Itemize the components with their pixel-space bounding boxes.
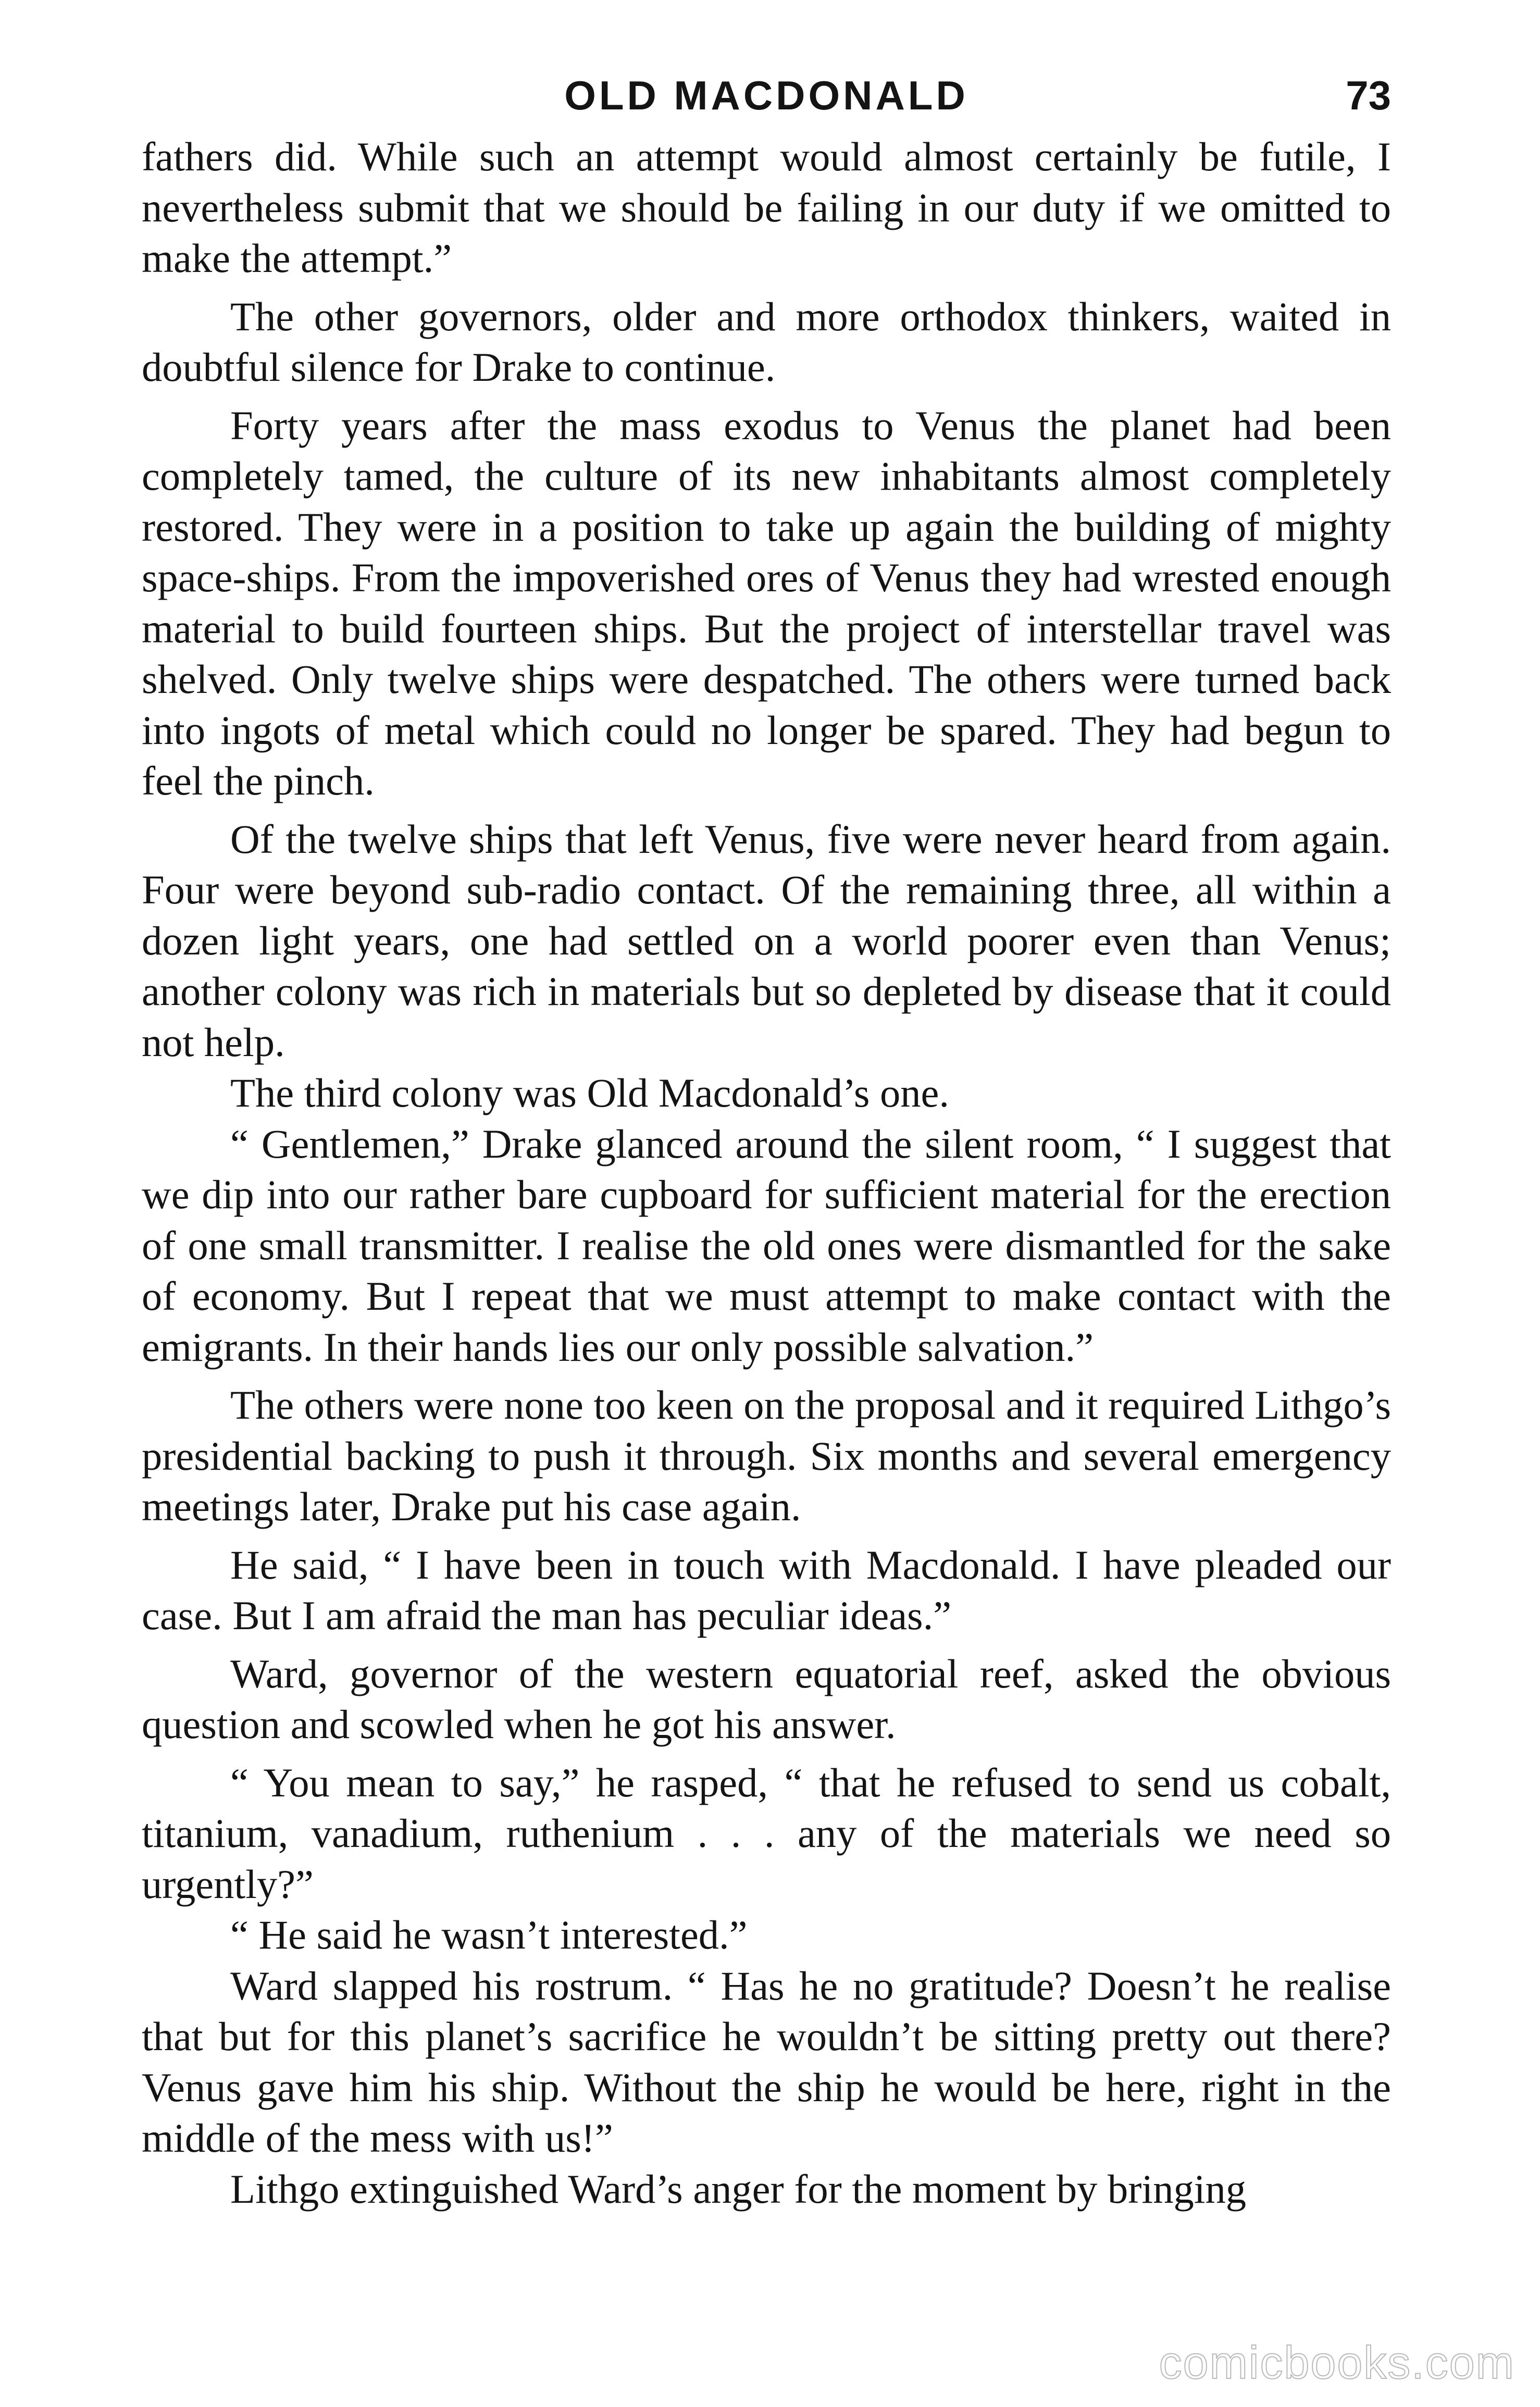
running-title: OLD MACDONALD [564,72,968,118]
paragraph: The other governors, older and more orthodox thinkers, waited in doubtful silence for Drake to continue. [142,293,1391,390]
paragraph: Of the twelve ships that left Venus, five were never heard from again. Four were beyond sub-radio contact. Of the remaining three, all within a dozen light years, one had settled on a world poorer even than Venus; another colony was rich in materials but so depleted by disease that it could not help. [142,816,1391,1065]
running-head [142,63,1391,131]
paragraph: He said, “ I have been in touch with Macdonald. I have pleaded our case. But I am afraid the man has peculiar ideas.” [142,1542,1391,1638]
book-page [142,63,1391,2344]
paragraph: “ You mean to say,” he rasped, “ that he refused to send us cobalt, titanium, vanadium, ruthenium . . . any of the materials we need so urgently?” [142,1759,1391,1907]
page-number: 73 [1346,72,1391,118]
paragraph: Ward, governor of the western equatorial reef, asked the obvious question and scowled when he got his answer. [142,1651,1391,1747]
paragraph: The others were none too keen on the proposal and it required Lithgo’s presidential backing to push it through. Six months and several emergency meetings later, Drake put his case again. [142,1382,1391,1529]
body-text [142,131,1391,2214]
paragraph: Ward slapped his rostrum. “ Has he no gratitude? Doesn’t he realise that but for this planet’s sacrifice he wouldn’t be sitting pretty out there? Venus gave him his ship. Without the ship he would be here, right in the middle of the mess with us!” [142,1963,1391,2161]
paragraph: The third colony was Old Macdonald’s one. [230,1070,949,1115]
paragraph: Forty years after the mass exodus to Venus the planet had been completely tamed, the culture of its new inhabitants almost completely restored. They were in a position to take up again the building of mighty space-ships. From the impoverished ores of Venus they had wrested enough material to build fourteen ships. But the project of interstellar travel was shelved. Only twelve ships were despatched. The others were turned back into ingots of metal which could no longer be spared. They had begun to feel the pinch. [142,402,1391,803]
paragraph: “ Gentlemen,” Drake glanced around the silent room, “ I suggest that we dip into our rather bare cupboard for sufficient material for the erection of one small transmitter. I realise the old ones were dismantled for the sake of economy. But I repeat that we must attempt to make contact with the emigrants. In their hands lies our only possible salvation.” [142,1121,1391,1370]
paragraph: Lithgo extinguished Ward’s anger for the moment by bringing [230,2166,1247,2212]
watermark: comicbooks.com [1159,2337,1515,2388]
paragraph: “ He said he wasn’t interested.” [230,1912,748,1957]
paragraph: fathers did. While such an attempt would almost certainly be futile, I nevertheless submit that we should be failing in our duty if we omitted to make the attempt.” [142,134,1391,281]
